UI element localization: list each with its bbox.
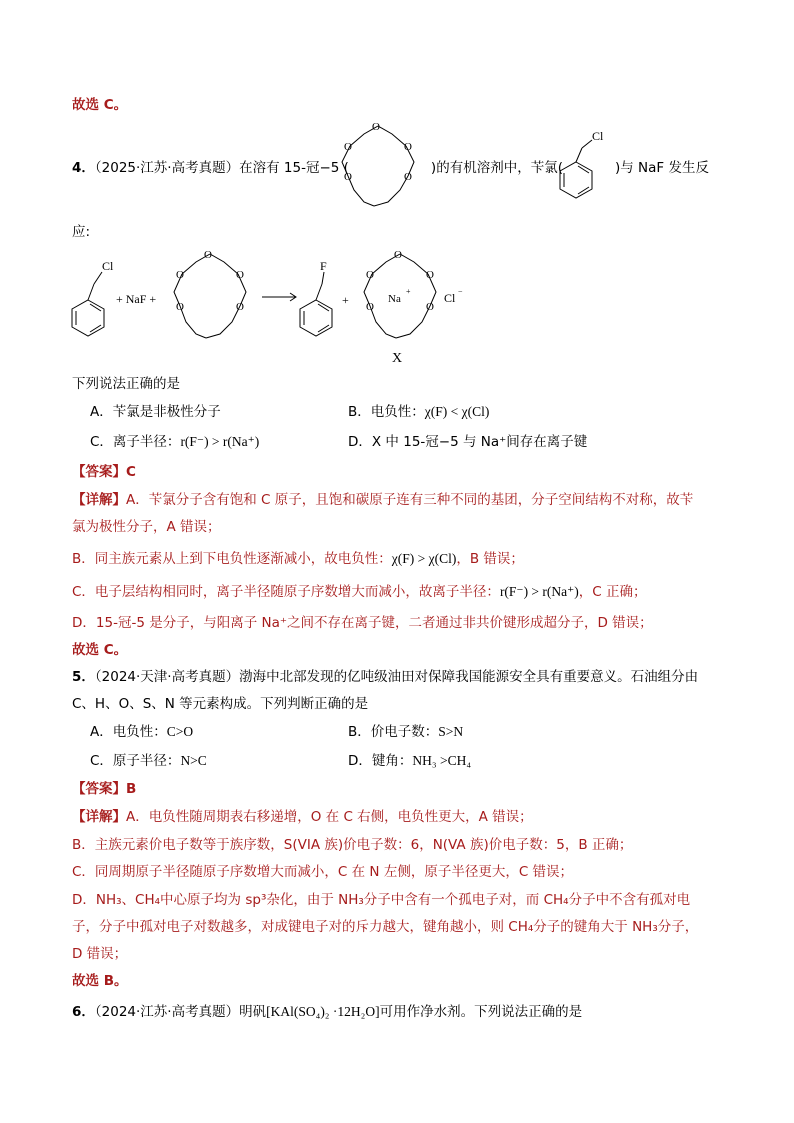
plus-naf-label: + NaF + — [116, 292, 157, 306]
o-atom: O — [394, 249, 402, 261]
cl-label: Cl — [592, 129, 604, 143]
cl-charge: − — [458, 287, 463, 296]
o-atom: O — [404, 141, 412, 153]
conclusion-prev: 故选 C。 — [72, 97, 128, 113]
q4-detail-a: 【详解】A．苄氯分子含有饱和 C 原子，且饱和碳原子连有三种不同的基团，分子空间结构不对称，故苄 — [72, 492, 694, 508]
q4-option-c: C．离子半径：r(F⁻) > r(Na⁺) — [90, 434, 260, 450]
o-atom: O — [372, 121, 380, 133]
q5-detail-d: D．NH₃、CH₄中心原子均为 sp³杂化，由于 NH₃分子中含有一个孤电子对，而 CH₄分子中不含有孤对电 — [72, 892, 691, 908]
q5-option-a: A．电负性：C>O — [90, 724, 194, 740]
q4-source: （2025·江苏·高考真题） — [94, 160, 240, 176]
crown-ether-structure — [328, 118, 428, 218]
q4-detail-d: D．15-冠-5 是分子，与阳离子 Na⁺之间不存在离子键，二者通过非共价键形成超分子，D 错误； — [72, 615, 653, 631]
reaction-scheme — [60, 246, 480, 376]
q4-option-a: A．苄氯是非极性分子 — [90, 404, 221, 420]
q5-detail-d-cont1: 子，分子中孤对电子对数越多，对成键电子对的斥力越大，键角越小，则 CH₄分子的键角大于 NH₃分子， — [72, 919, 699, 935]
q4-detail-b: B．同主族元素从上到下电负性逐渐减小，故电负性：χ(F) > χ(Cl)，B 错误； — [72, 551, 524, 567]
na-ion-label: Na — [388, 293, 401, 305]
q4-option-b: B．电负性：χ(F) < χ(Cl) — [348, 404, 490, 420]
q4-stem: 4．（2025·江苏·高考真题）在溶有 15-冠−5 ( )的有机溶剂中，苄氯( )与 NaF 发生反 — [72, 160, 709, 176]
q5-detail-d-cont2: D 错误； — [72, 946, 128, 962]
o-atom: O — [344, 171, 352, 183]
o-atom: O — [426, 301, 434, 313]
cl-label: Cl — [102, 259, 114, 273]
na-charge: + — [406, 287, 411, 296]
o-atom: O — [366, 301, 374, 313]
q5-conclusion: 故选 B。 — [72, 973, 128, 989]
q5-option-d: D．键角：NH₃ >CH₄ — [348, 753, 472, 769]
o-atom: O — [236, 269, 244, 281]
q4-answer: 【答案】C — [72, 464, 136, 480]
q5-detail-c: C．同周期原子半径随原子序数增大而减小，C 在 N 左侧，原子半径更大，C 错误； — [72, 864, 574, 880]
o-atom: O — [404, 171, 412, 183]
q5-detail-b: B．主族元素价电子数等于族序数，S(VIA 族)价电子数：6，N(VA 族)价电子数：5，B 正确； — [72, 837, 633, 853]
q4-prompt: 下列说法正确的是 — [72, 376, 180, 392]
cl-ion-label: Cl — [444, 291, 456, 305]
q4-number: 4． — [72, 160, 95, 176]
o-atom: O — [426, 269, 434, 281]
o-atom: O — [176, 301, 184, 313]
q4-detail-c: C．电子层结构相同时，离子半径随原子序数增大而减小，故离子半径：r(F⁻) > r(Na⁺)，C 正确； — [72, 584, 647, 600]
q5-option-c: C．原子半径：N>C — [90, 753, 207, 769]
benzyl-chloride-structure — [556, 126, 612, 206]
product-x-label: X — [392, 351, 403, 366]
q4-detail-a-cont: 氯为极性分子，A 错误； — [72, 519, 221, 535]
plus-label: + — [342, 293, 349, 307]
o-atom: O — [366, 269, 374, 281]
o-atom: O — [236, 301, 244, 313]
q5-option-b: B．价电子数：S>N — [348, 724, 464, 740]
q5-detail-a: 【详解】A．电负性随周期表右移递增，O 在 C 右侧，电负性更大，A 错误； — [72, 809, 533, 825]
q5-answer: 【答案】B — [72, 781, 137, 797]
f-label: F — [320, 259, 327, 273]
q4-option-d: D．X 中 15-冠−5 与 Na⁺间存在离子键 — [348, 434, 588, 450]
o-atom: O — [204, 249, 212, 261]
q4-stem-cont: 应: — [72, 224, 91, 240]
q4-conclusion: 故选 C。 — [72, 642, 128, 658]
q5-stem: 5．（2024·天津·高考真题）渤海中北部发现的亿吨级油田对保障我国能源安全具有重要意义。石油组分由 — [72, 669, 699, 685]
q6-stem: 6．（2024·江苏·高考真题）明矾[KAl(SO₄)₂ ·12H₂O]可用作净水剂。下列说法正确的是 — [72, 1004, 583, 1020]
o-atom: O — [344, 141, 352, 153]
q5-stem-cont: C、H、O、S、N 等元素构成。下列判断正确的是 — [72, 696, 369, 712]
o-atom: O — [176, 269, 184, 281]
